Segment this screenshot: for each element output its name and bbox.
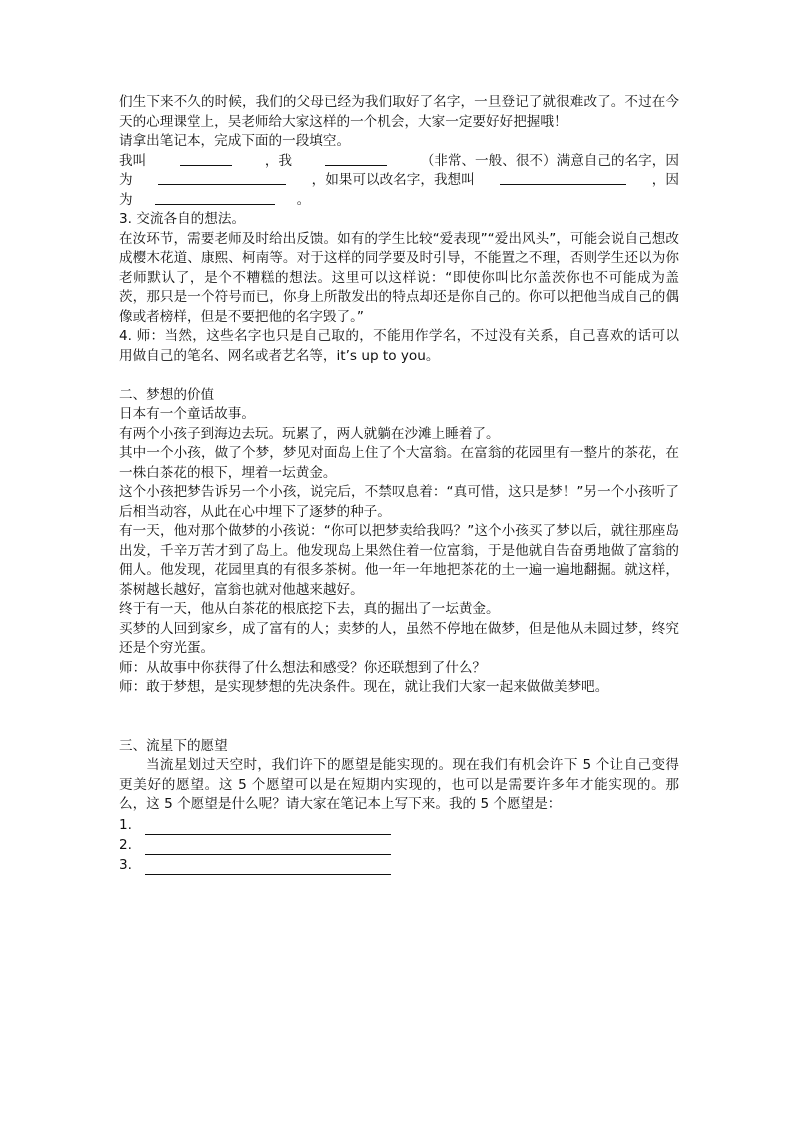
- wish-line-2: 2.: [119, 835, 679, 855]
- wish-line-1: 1.: [119, 815, 679, 835]
- satisfaction-blank[interactable]: [325, 152, 387, 166]
- story-paragraph: 终于有一天，他从白茶花的根底挖下去，真的掘出了一坛黄金。: [119, 601, 500, 617]
- section2-heading: 二、梦想的价值: [119, 386, 215, 403]
- wish-blank-1[interactable]: [145, 820, 391, 835]
- fill-blank-line-2: 为 ，如果可以改名字，我想叫 ，因: [119, 172, 679, 188]
- step4-paragraph: 4. 师：当然，这些名字也只是自己取的，不能用作学名，不过没有关系，自己喜欢的话可以用做自己的笔名、网名或者艺名等，it’s up to you。: [119, 328, 679, 364]
- step3-title: 3. 交流各自的想法。: [119, 211, 246, 227]
- story-paragraph: 这个小孩把梦告诉另一个小孩，说完后，不禁叹息着：“真可惜，这只是梦！”另一个小孩听了后相当动容，从此在心中埋下了逐梦的种子。: [119, 484, 679, 520]
- story-paragraph: 有两个小孩子到海边去玩。玩累了，两人就躺在沙滩上睡着了。: [119, 425, 500, 442]
- story-paragraph: 买梦的人回到家乡，成了富有的人；卖梦的人，虽然不停地在做梦，但是他从未圆过梦，终究还是个穷光蛋。: [119, 620, 679, 656]
- story-paragraph: 日本有一个童话故事。: [119, 406, 255, 422]
- step3-body: 在汝环节，需要老师及时给出反馈。如有的学生比较“爱表现”“爱出风头”，可能会说自己想改成樱木花道、康熙、柯南等。对于这样的同学要及时引导，不能置之不理，否则学生还以为你老师默认了，是个不糟糕的想法。这里可以这样说：“即使你叫比尔盖茨你也不可能成为盖茨，那只是一个符号而已，你身上所散发出的特点却还是你自己的。你可以把他当成自己的偶像或者榜样，但是不要把他的名字毁了。”: [119, 230, 679, 325]
- new-name-blank[interactable]: [500, 171, 626, 185]
- reason-blank[interactable]: [158, 171, 286, 185]
- section3-heading: 三、流星下的愿望: [119, 737, 228, 754]
- teacher-question: 师：从故事中你获得了什么想法和感受？你还联想到了什么？: [119, 659, 487, 676]
- fill-prompt: 请拿出笔记本，完成下面的一段填空。: [119, 133, 351, 149]
- section3-body: 当流星划过天空时，我们许下的愿望是能实现的。现在我们有机会许下 5 个让自己变得更美好的愿望。这 5 个愿望可以是在短期内实现的，也可以是需要许多年才能实现的。那么，这 5 个愿望是什么呢？请大家在笔记本上写下来。我的 5 个愿望是：: [119, 757, 679, 812]
- wish-blank-3[interactable]: [145, 860, 391, 875]
- wish-line-3: 3.: [119, 855, 679, 875]
- story-paragraph: 其中一个小孩，做了个梦，梦见对面岛上住了个大富翁。在富翁的花园里有一整片的茶花，在一株白茶花的根下，埋着一坛黄金。: [119, 445, 679, 481]
- intro-paragraph: 们生下来不久的时候，我们的父母已经为我们取好了名字，一旦登记了就很难改了。不过在今天的心理课堂上，吴老师给大家这样的一个机会，大家一定要好好把握哦！: [119, 94, 679, 130]
- spacer: [119, 698, 679, 737]
- wish-blank-2[interactable]: [145, 840, 391, 855]
- name-blank[interactable]: [180, 152, 232, 166]
- story-paragraph: 有一天，他对那个做梦的小孩说：“你可以把梦卖给我吗？”这个小孩买了梦以后，就往那座岛出发，千辛万苦才到了岛上。他发现岛上果然住着一位富翁，于是他就自告奋勇地做了富翁的佣人。他发现，花园里真的有很多茶树。他一年一年地把茶花的土一遍一遍地翻掘。就这样，茶树越长越好，富翁也就对他越来越好。: [119, 523, 679, 598]
- new-name-reason-blank[interactable]: [155, 191, 275, 205]
- fill-blank-line-3: 为 。: [119, 191, 311, 208]
- teacher-statement: 师：敢于梦想，是实现梦想的先决条件。现在，就让我们大家一起来做做美梦吧。: [119, 679, 609, 695]
- document-page: [119, 93, 679, 875]
- spacer: [119, 366, 679, 386]
- fill-blank-line-1: 我叫 ，我 （非常、一般、很不）满意自己的名字，因: [119, 152, 679, 169]
